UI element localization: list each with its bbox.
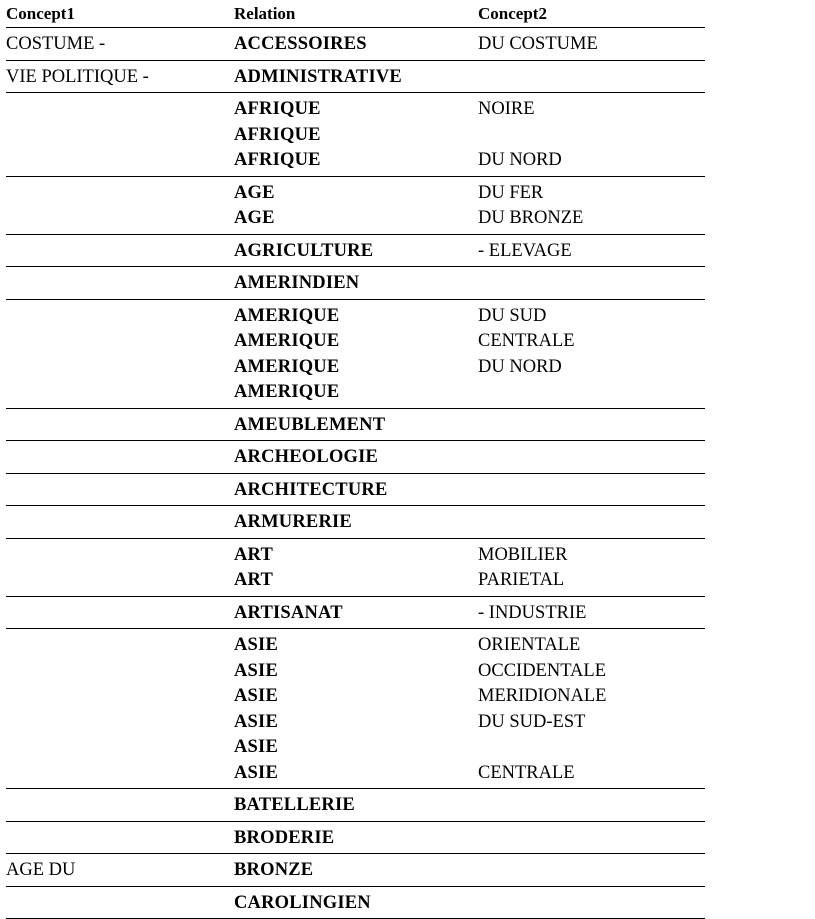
table-row-group	[6, 61, 705, 94]
table-row	[6, 32, 705, 58]
concept2-cell: MOBILIER	[478, 545, 705, 566]
concept2-cell: CENTRALE	[478, 763, 705, 784]
table-row-group	[6, 822, 705, 855]
concept2-cell: - ELEVAGE	[478, 241, 705, 262]
table-row	[6, 568, 705, 594]
relation-cell: AFRIQUE	[234, 150, 478, 171]
concept2-cell: DU SUD	[478, 306, 705, 327]
relation-cell: ASIE	[234, 686, 478, 707]
table-row-group	[6, 789, 705, 822]
relation-cell: AMERIQUE	[234, 357, 478, 378]
concept2-cell: DU SUD-EST	[478, 712, 705, 733]
table-row	[6, 304, 705, 330]
table-row-group	[6, 629, 705, 789]
table-row	[6, 761, 705, 787]
concept2-cell: DU FER	[478, 183, 705, 204]
table-row-group	[6, 235, 705, 268]
relation-cell: CAROLINGIEN	[234, 893, 478, 914]
relation-cell: AFRIQUE	[234, 125, 478, 146]
table-row	[6, 858, 705, 884]
table-row	[6, 380, 705, 406]
table-row-group	[6, 300, 705, 409]
relation-cell: BATELLERIE	[234, 795, 478, 816]
table-row	[6, 97, 705, 123]
table-header	[6, 3, 705, 28]
concept2-cell: DU COSTUME	[478, 34, 705, 55]
table-row-group	[6, 887, 705, 919]
relation-cell: ASIE	[234, 763, 478, 784]
relation-cell: ART	[234, 545, 478, 566]
relation-cell: AGRICULTURE	[234, 241, 478, 262]
table-row	[6, 445, 705, 471]
table-row	[6, 239, 705, 265]
table-row-group	[6, 267, 705, 300]
table-row	[6, 543, 705, 569]
concept2-cell: PARIETAL	[478, 570, 705, 591]
table-row-group	[6, 539, 705, 597]
relation-cell: AGE	[234, 183, 478, 204]
relation-cell: ARTISANAT	[234, 603, 478, 624]
table-row-group	[6, 93, 705, 177]
table-row	[6, 478, 705, 504]
table-row-group	[6, 28, 705, 61]
concept2-cell: CENTRALE	[478, 331, 705, 352]
relation-cell: ASIE	[234, 737, 478, 758]
concept1-cell: COSTUME -	[6, 34, 234, 55]
relation-cell: ASIE	[234, 712, 478, 733]
relation-cell: AMERIQUE	[234, 306, 478, 327]
relation-cell: ASIE	[234, 635, 478, 656]
table-row-group	[6, 506, 705, 539]
relation-cell: ACCESSOIRES	[234, 34, 478, 55]
relation-cell: AMERINDIEN	[234, 273, 478, 294]
header-relation: Relation	[234, 1, 478, 26]
concept2-cell: DU NORD	[478, 357, 705, 378]
table-row	[6, 510, 705, 536]
relation-cell: ASIE	[234, 661, 478, 682]
relation-cell: AMERIQUE	[234, 382, 478, 403]
table-row	[6, 826, 705, 852]
table-row	[6, 355, 705, 381]
concept2-cell: - INDUSTRIE	[478, 603, 705, 624]
table-row	[6, 710, 705, 736]
table-row	[6, 413, 705, 439]
table-row	[6, 329, 705, 355]
relation-cell: ART	[234, 570, 478, 591]
relation-cell: BRODERIE	[234, 828, 478, 849]
concept2-cell: DU BRONZE	[478, 208, 705, 229]
table-row	[6, 148, 705, 174]
relation-cell: ADMINISTRATIVE	[234, 67, 478, 88]
table-row	[6, 659, 705, 685]
table-row-group	[6, 409, 705, 442]
table-body	[6, 28, 705, 919]
table-row	[6, 65, 705, 91]
concept2-cell: DU NORD	[478, 150, 705, 171]
table-row	[6, 684, 705, 710]
table-row	[6, 206, 705, 232]
table-row-group	[6, 474, 705, 507]
table-row	[6, 181, 705, 207]
concept-relation-table	[6, 3, 705, 919]
table-row	[6, 793, 705, 819]
table-row	[6, 601, 705, 627]
relation-cell: ARMURERIE	[234, 512, 478, 533]
table-row	[6, 271, 705, 297]
concept2-cell: OCCIDENTALE	[478, 661, 705, 682]
table-row	[6, 891, 705, 917]
relation-cell: AFRIQUE	[234, 99, 478, 120]
header-concept1: Concept1	[6, 1, 234, 26]
relation-cell: BRONZE	[234, 860, 478, 881]
table-row-group	[6, 597, 705, 630]
table-row	[6, 123, 705, 149]
relation-cell: AGE	[234, 208, 478, 229]
concept2-cell: MERIDIONALE	[478, 686, 705, 707]
concept2-cell: NOIRE	[478, 99, 705, 120]
relation-cell: AMERIQUE	[234, 331, 478, 352]
relation-cell: AMEUBLEMENT	[234, 415, 478, 436]
table-row	[6, 633, 705, 659]
table-row-group	[6, 854, 705, 887]
concept1-cell: VIE POLITIQUE -	[6, 67, 234, 88]
relation-cell: ARCHEOLOGIE	[234, 447, 478, 468]
table-row-group	[6, 441, 705, 474]
relation-cell: ARCHITECTURE	[234, 480, 478, 501]
concept1-cell: AGE DU	[6, 860, 234, 881]
table-row-group	[6, 177, 705, 235]
header-concept2: Concept2	[478, 1, 705, 26]
table-row	[6, 735, 705, 761]
concept2-cell: ORIENTALE	[478, 635, 705, 656]
